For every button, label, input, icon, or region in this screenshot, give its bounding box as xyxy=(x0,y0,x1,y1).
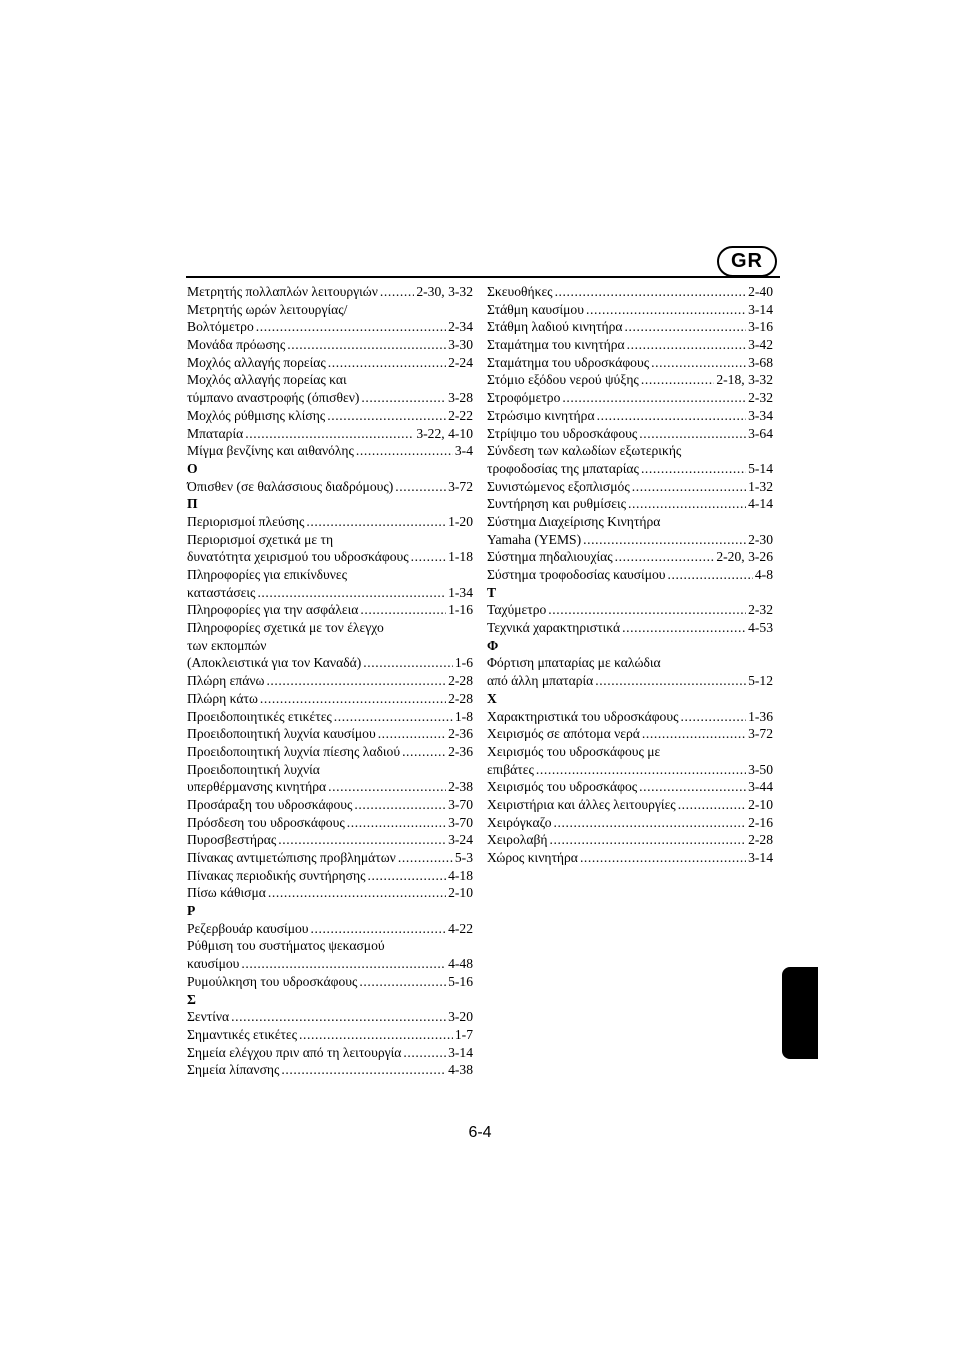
index-entry xyxy=(187,1008,473,1026)
dot-leader xyxy=(281,1061,446,1079)
index-entry xyxy=(487,725,773,743)
index-entry-page: 4-48 xyxy=(448,956,473,972)
dot-leader xyxy=(311,920,447,938)
index-entry-page: 3-22, 4-10 xyxy=(416,425,473,441)
dot-leader xyxy=(680,708,746,726)
index-entry xyxy=(487,301,773,319)
dot-leader xyxy=(367,867,446,885)
header-rule xyxy=(186,276,780,278)
index-entry xyxy=(487,336,773,354)
index-entry-page: 1-20 xyxy=(448,513,473,529)
index-entry xyxy=(187,725,473,743)
index-entry-term: Σταμάτημα του υδροσκάφους xyxy=(487,354,650,370)
dot-leader xyxy=(668,566,753,584)
index-entry xyxy=(187,831,473,849)
index-entry xyxy=(187,1044,473,1062)
index-entry xyxy=(487,531,773,549)
index-entry-term: Στρίψιμο του υδροσκάφους xyxy=(487,425,638,441)
index-entry xyxy=(187,849,473,867)
index-entry-page: 3-72 xyxy=(748,726,773,742)
index-entry-page: 2-18, 3-32 xyxy=(716,372,773,388)
index-entry xyxy=(187,548,473,566)
index-entry-term: Πυροσβεστήρας xyxy=(187,832,277,848)
index-entry-page: 1-16 xyxy=(448,602,473,618)
index-entry-term: Μπαταρία xyxy=(187,425,244,441)
index-entry xyxy=(187,425,473,443)
dot-leader xyxy=(256,318,446,336)
dot-leader xyxy=(627,336,746,354)
index-entry xyxy=(487,371,773,389)
dot-leader xyxy=(583,531,746,549)
index-entry-term: Χειρόγκαζο xyxy=(487,814,552,830)
dot-leader xyxy=(632,478,746,496)
index-entry-term: Σταμάτημα του κινητήρα xyxy=(487,337,625,353)
index-entry-term: Χαρακτηριστικά του υδροσκάφους xyxy=(487,708,679,724)
index-entry xyxy=(487,619,773,637)
index-entry xyxy=(187,283,473,301)
index-entry-term: καταστάσεις xyxy=(187,584,256,600)
index-entry-page: 2-32 xyxy=(748,602,773,618)
index-entry-page: 3-14 xyxy=(748,850,773,865)
index-entry xyxy=(187,1026,473,1044)
index-entry xyxy=(187,672,473,690)
index-entry xyxy=(187,708,473,726)
index-entry-page: 4-53 xyxy=(748,620,773,636)
index-column-right xyxy=(487,283,773,867)
index-entry-page: 2-28 xyxy=(448,690,473,706)
index-entry-page: 2-30, 3-32 xyxy=(416,284,473,299)
index-entry-continuation: Ρύθμιση του συστήματος ψεκασμού xyxy=(187,938,385,954)
dot-leader xyxy=(359,973,446,991)
index-entry-page: 2-30 xyxy=(748,531,773,547)
index-entry-term: Χειριστήρια και άλλες λειτουργίες xyxy=(487,796,676,812)
index-entry-page: 1-6 xyxy=(454,655,473,671)
index-entry-page: 5-12 xyxy=(748,673,773,689)
index-entry-page: 2-32 xyxy=(748,390,773,406)
dot-leader xyxy=(268,884,446,902)
dot-leader xyxy=(548,601,746,619)
index-entry-term: Βολτόμετρο xyxy=(187,319,254,335)
index-entry xyxy=(187,336,473,354)
index-entry-term: Σύστημα τροφοδοσίας καυσίμου xyxy=(487,567,666,582)
dot-leader xyxy=(651,354,746,372)
dot-leader xyxy=(327,407,446,425)
index-entry-term: Προειδοποιητικές ετικέτες xyxy=(187,708,332,724)
dot-leader xyxy=(398,849,453,867)
chapter-tab xyxy=(782,967,818,1059)
index-entry xyxy=(187,478,473,496)
dot-leader xyxy=(328,778,446,796)
index-entry-term: Στόμιο εξόδου νερού ψύξης xyxy=(487,372,639,388)
index-entry-page: 3-24 xyxy=(448,832,473,848)
index-entry xyxy=(187,778,473,796)
dot-leader xyxy=(403,1044,446,1062)
dot-leader xyxy=(536,761,746,779)
index-entry xyxy=(187,318,473,336)
index-entry xyxy=(487,354,773,372)
index-entry-page: 3-4 xyxy=(454,443,473,459)
index-entry-term: Στάθμη καυσίμου xyxy=(487,301,584,317)
dot-leader xyxy=(245,425,414,443)
index-entry xyxy=(187,407,473,425)
index-entry xyxy=(487,548,773,566)
index-entry-term: Σεντίνα xyxy=(187,1009,230,1025)
dot-leader xyxy=(550,831,747,849)
dot-leader xyxy=(363,654,453,672)
index-entry-page: 3-14 xyxy=(748,301,773,317)
index-entry-continuation: Μετρητής ωρών λειτουργίας/ xyxy=(187,301,348,317)
index-entry xyxy=(487,831,773,849)
index-entry xyxy=(487,601,773,619)
index-entry-term: Σημεία ελέγχου πριν από τη λειτουργία xyxy=(187,1044,402,1060)
dot-leader xyxy=(260,690,446,708)
index-entry-term: Ρεζερβουάρ καυσίμου xyxy=(187,920,309,936)
index-entry-term: Συνιστώμενος εξοπλισμός xyxy=(487,478,630,494)
index-entry-term: Τεχνικά χαρακτηριστικά xyxy=(487,620,621,636)
dot-leader xyxy=(595,672,746,690)
index-entry-page: 3-70 xyxy=(448,796,473,812)
index-entry-page: 2-36 xyxy=(448,726,473,742)
index-entry xyxy=(187,389,473,407)
index-entry-continuation: των εκπομπών xyxy=(187,637,267,653)
index-entry-page: 2-28 xyxy=(748,832,773,848)
index-letter-heading: Ρ xyxy=(187,903,196,919)
index-entry-page: 2-38 xyxy=(448,779,473,795)
index-letter-heading: Π xyxy=(187,496,198,512)
index-entry-continuation: Σύστημα Διαχείρισης Κινητήρα xyxy=(487,513,661,529)
index-entry-page: 2-40 xyxy=(748,284,773,299)
dot-leader xyxy=(555,283,747,301)
index-entry-term: Πληροφορίες για την ασφάλεια xyxy=(187,602,359,618)
dot-leader xyxy=(625,318,747,336)
index-entry-page: 3-68 xyxy=(748,354,773,370)
index-entry xyxy=(487,566,773,584)
index-entry-term: Πίνακας περιοδικής συντήρησης xyxy=(187,867,366,883)
index-entry-term: Yamaha (YEMS) xyxy=(487,531,582,547)
index-entry-continuation: Προειδοποιητική λυχνία xyxy=(187,761,320,777)
dot-leader xyxy=(615,548,715,566)
dot-leader xyxy=(411,548,446,566)
index-entry-page: 1-36 xyxy=(748,708,773,724)
index-entry xyxy=(187,601,473,619)
index-entry-page: 4-22 xyxy=(448,920,473,936)
index-entry-term: Όπισθεν (σε θαλάσσιους διαδρόμους) xyxy=(187,478,394,494)
dot-leader xyxy=(347,814,446,832)
dot-leader xyxy=(402,743,446,761)
index-entry-term: Προσάραξη του υδροσκάφους xyxy=(187,796,353,812)
dot-leader xyxy=(354,796,446,814)
index-entry-page: 1-32 xyxy=(748,478,773,494)
dot-leader xyxy=(241,955,446,973)
index-entry-page: 2-28 xyxy=(448,673,473,689)
index-entry-term: Πίσω κάθισμα xyxy=(187,885,266,901)
index-entry-page: 3-14 xyxy=(448,1044,473,1060)
index-letter-heading: Σ xyxy=(187,991,196,1007)
index-entry-page: 5-16 xyxy=(448,973,473,989)
index-entry xyxy=(487,460,773,478)
index-entry-page: 2-24 xyxy=(448,354,473,370)
index-entry-term: Σημαντικές ετικέτες xyxy=(187,1026,297,1042)
index-entry-continuation: Μοχλός αλλαγής πορείας και xyxy=(187,372,347,388)
index-entry-page: 3-16 xyxy=(748,319,773,335)
index-entry xyxy=(487,849,773,867)
index-entry-page: 2-10 xyxy=(748,796,773,812)
index-entry-page: 2-16 xyxy=(748,814,773,830)
index-entry-term: Σημεία λίπανσης xyxy=(187,1062,280,1078)
index-entry xyxy=(187,354,473,372)
index-entry-term: Μετρητής πολλαπλών λειτουργιών xyxy=(187,284,378,299)
dot-leader xyxy=(580,849,746,867)
index-entry-term: Στρώσιμο κινητήρα xyxy=(487,407,595,423)
index-entry xyxy=(487,318,773,336)
dot-leader xyxy=(395,478,446,496)
index-entry-term: Χειρισμός του υδροσκάφος xyxy=(487,779,638,795)
index-entry-term: από άλλη μπαταρία xyxy=(487,673,594,689)
index-entry xyxy=(487,778,773,796)
index-entry-term: επιβάτες xyxy=(487,761,534,777)
index-entry-page: 4-38 xyxy=(448,1062,473,1078)
index-letter-heading: Χ xyxy=(487,690,497,706)
index-entry-term: Περιορισμοί πλεύσης xyxy=(187,513,305,529)
index-entry xyxy=(187,796,473,814)
dot-leader xyxy=(554,814,747,832)
index-entry-term: Προειδοποιητική λυχνία πίεσης λαδιού xyxy=(187,743,401,759)
index-entry xyxy=(187,1061,473,1079)
index-entry xyxy=(187,867,473,885)
index-entry-page: 3-42 xyxy=(748,337,773,353)
index-entry xyxy=(487,283,773,301)
index-entry xyxy=(187,442,473,460)
index-entry-continuation: Πληροφορίες σχετικά με τον έλεγχο xyxy=(187,620,384,636)
dot-leader xyxy=(361,389,446,407)
index-entry-term: Μονάδα πρόωσης xyxy=(187,337,286,353)
index-entry-term: Προειδοποιητική λυχνία καυσίμου xyxy=(187,726,376,742)
index-entry xyxy=(187,690,473,708)
dot-leader xyxy=(639,425,746,443)
index-entry-page: 2-20, 3-26 xyxy=(716,549,773,565)
dot-leader xyxy=(360,601,446,619)
dot-leader xyxy=(678,796,746,814)
index-entry-term: Μίγμα βενζίνης και αιθανόλης xyxy=(187,443,354,459)
index-entry xyxy=(487,407,773,425)
index-entry xyxy=(487,389,773,407)
index-entry-page: 3-34 xyxy=(748,407,773,423)
dot-leader xyxy=(641,460,746,478)
index-entry-page: 3-20 xyxy=(448,1009,473,1025)
dot-leader xyxy=(257,584,446,602)
dot-leader xyxy=(306,513,446,531)
language-badge: GR xyxy=(717,246,777,277)
dot-leader xyxy=(642,725,746,743)
index-entry-term: υπερθέρμανσης κινητήρα xyxy=(187,779,327,795)
dot-leader xyxy=(628,495,746,513)
index-entry xyxy=(487,708,773,726)
index-entry-term: Πλώρη επάνω xyxy=(187,673,265,689)
index-entry-page: 1-34 xyxy=(448,584,473,600)
index-entry-term: Συντήρηση και ρυθμίσεις xyxy=(487,496,627,512)
index-entry-term: Πλώρη κάτω xyxy=(187,690,258,706)
index-entry-term: Χώρος κινητήρα xyxy=(487,850,578,865)
dot-leader xyxy=(586,301,746,319)
index-entry-page: 4-14 xyxy=(748,496,773,512)
index-entry xyxy=(187,814,473,832)
dot-leader xyxy=(299,1026,453,1044)
index-entry-term: Στάθμη λαδιού κινητήρα xyxy=(487,319,623,335)
dot-leader xyxy=(639,778,746,796)
index-entry-page: 2-22 xyxy=(448,407,473,423)
index-entry-page: 5-14 xyxy=(748,460,773,476)
index-entry xyxy=(187,973,473,991)
dot-leader xyxy=(380,283,414,301)
index-entry-term: Στροφόμετρο xyxy=(487,390,561,406)
index-entry-term: τροφοδοσίας της μπαταρίας xyxy=(487,460,639,476)
dot-leader xyxy=(641,371,715,389)
dot-leader xyxy=(287,336,446,354)
index-entry xyxy=(487,814,773,832)
dot-leader xyxy=(334,708,453,726)
index-entry-term: δυνατότητα χειρισμού του υδροσκάφους xyxy=(187,549,409,565)
index-letter-heading: Φ xyxy=(487,637,499,653)
index-entry xyxy=(487,478,773,496)
index-entry xyxy=(187,884,473,902)
dot-leader xyxy=(266,672,446,690)
index-entry-page: 4-18 xyxy=(448,867,473,883)
index-entry-page: 2-10 xyxy=(448,885,473,901)
dot-leader xyxy=(622,619,746,637)
index-entry xyxy=(487,672,773,690)
dot-leader xyxy=(378,725,446,743)
index-entry-term: Χειρολαβή xyxy=(487,832,548,848)
index-entry-page: 1-8 xyxy=(454,708,473,724)
index-entry-page: 2-34 xyxy=(448,319,473,335)
dot-leader xyxy=(328,354,446,372)
dot-leader xyxy=(356,442,453,460)
index-entry-continuation: Περιορισμοί σχετικά με τη xyxy=(187,531,334,547)
index-entry-page: 3-70 xyxy=(448,814,473,830)
index-entry-term: τύμπανο αναστροφής (όπισθεν) xyxy=(187,390,360,406)
index-entry-term: Σύστημα πηδαλιουχίας xyxy=(487,549,613,565)
index-entry-term: Μοχλός αλλαγής πορείας xyxy=(187,354,326,370)
dot-leader xyxy=(278,831,446,849)
index-entry-page: 3-72 xyxy=(448,478,473,494)
dot-leader xyxy=(597,407,747,425)
index-entry xyxy=(187,513,473,531)
index-entry-page: 5-3 xyxy=(454,850,473,865)
index-letter-heading: Ο xyxy=(187,460,198,476)
index-entry-page: 3-28 xyxy=(448,390,473,406)
index-entry xyxy=(187,654,473,672)
index-entry-page: 1-18 xyxy=(448,549,473,565)
index-entry-page: 1-7 xyxy=(454,1026,473,1042)
index-entry xyxy=(487,425,773,443)
index-entry-term: Σκευοθήκες xyxy=(487,284,553,299)
index-entry xyxy=(487,495,773,513)
index-entry-term: Ρυμούλκηση του υδροσκάφους xyxy=(187,973,358,989)
index-entry xyxy=(187,920,473,938)
index-entry xyxy=(187,584,473,602)
index-entry-continuation: Χειρισμός του υδροσκάφους με xyxy=(487,743,661,759)
index-entry-page: 3-50 xyxy=(748,761,773,777)
index-entry-page: 3-44 xyxy=(748,779,773,795)
page-number: 6-4 xyxy=(468,1124,492,1141)
index-entry-continuation: Σύνδεση των καλωδίων εξωτερικής xyxy=(487,443,682,459)
index-entry-page: 3-30 xyxy=(448,337,473,353)
dot-leader xyxy=(231,1008,446,1026)
index-entry xyxy=(187,955,473,973)
index-entry-term: Πίνακας αντιμετώπισης προβλημάτων xyxy=(187,850,396,865)
index-entry-continuation: Φόρτιση μπαταρίας με καλώδια xyxy=(487,655,661,671)
index-entry-page: 3-64 xyxy=(748,425,773,441)
index-letter-heading: Τ xyxy=(487,584,497,600)
index-entry-continuation: Πληροφορίες για επικίνδυνες xyxy=(187,567,347,582)
index-column-left xyxy=(187,283,473,1079)
index-entry-term: (Αποκλειστικά για τον Καναδά) xyxy=(187,655,362,671)
index-entry-page: 4-8 xyxy=(754,567,773,582)
index-entry-term: Πρόσδεση του υδροσκάφους xyxy=(187,814,345,830)
index-entry-page: 2-36 xyxy=(448,743,473,759)
dot-leader xyxy=(562,389,746,407)
index-entry xyxy=(487,796,773,814)
index-entry-term: Χειρισμός σε απότομα νερά xyxy=(487,726,640,742)
index-entry xyxy=(187,743,473,761)
index-entry-term: καυσίμου xyxy=(187,956,240,972)
index-entry xyxy=(487,761,773,779)
index-entry-term: Ταχύμετρο xyxy=(487,602,547,618)
index-entry-term: Μοχλός ρύθμισης κλίσης xyxy=(187,407,326,423)
